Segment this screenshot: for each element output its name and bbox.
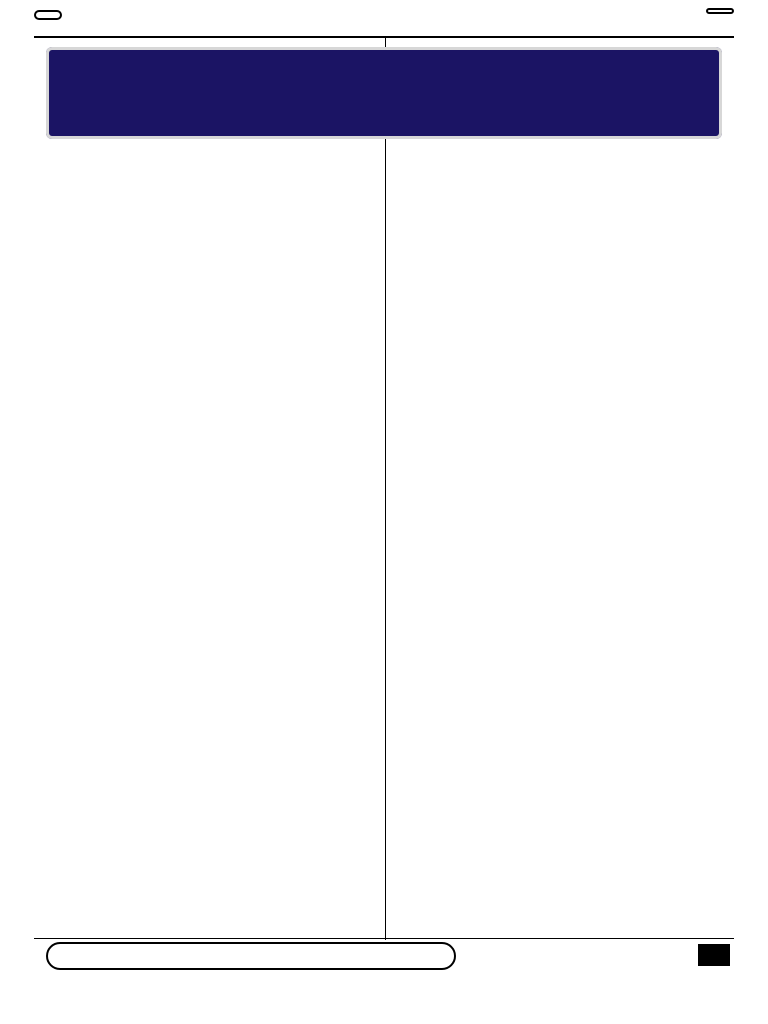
column-divider — [385, 36, 386, 940]
top-bar — [34, 8, 734, 36]
page-number — [698, 944, 730, 966]
divider-bottom — [34, 938, 734, 939]
title-banner — [46, 47, 722, 139]
divider-top — [34, 36, 734, 38]
telegram-channel-pill — [34, 10, 62, 20]
topic-pill — [706, 8, 734, 14]
footer-pill — [46, 942, 456, 970]
